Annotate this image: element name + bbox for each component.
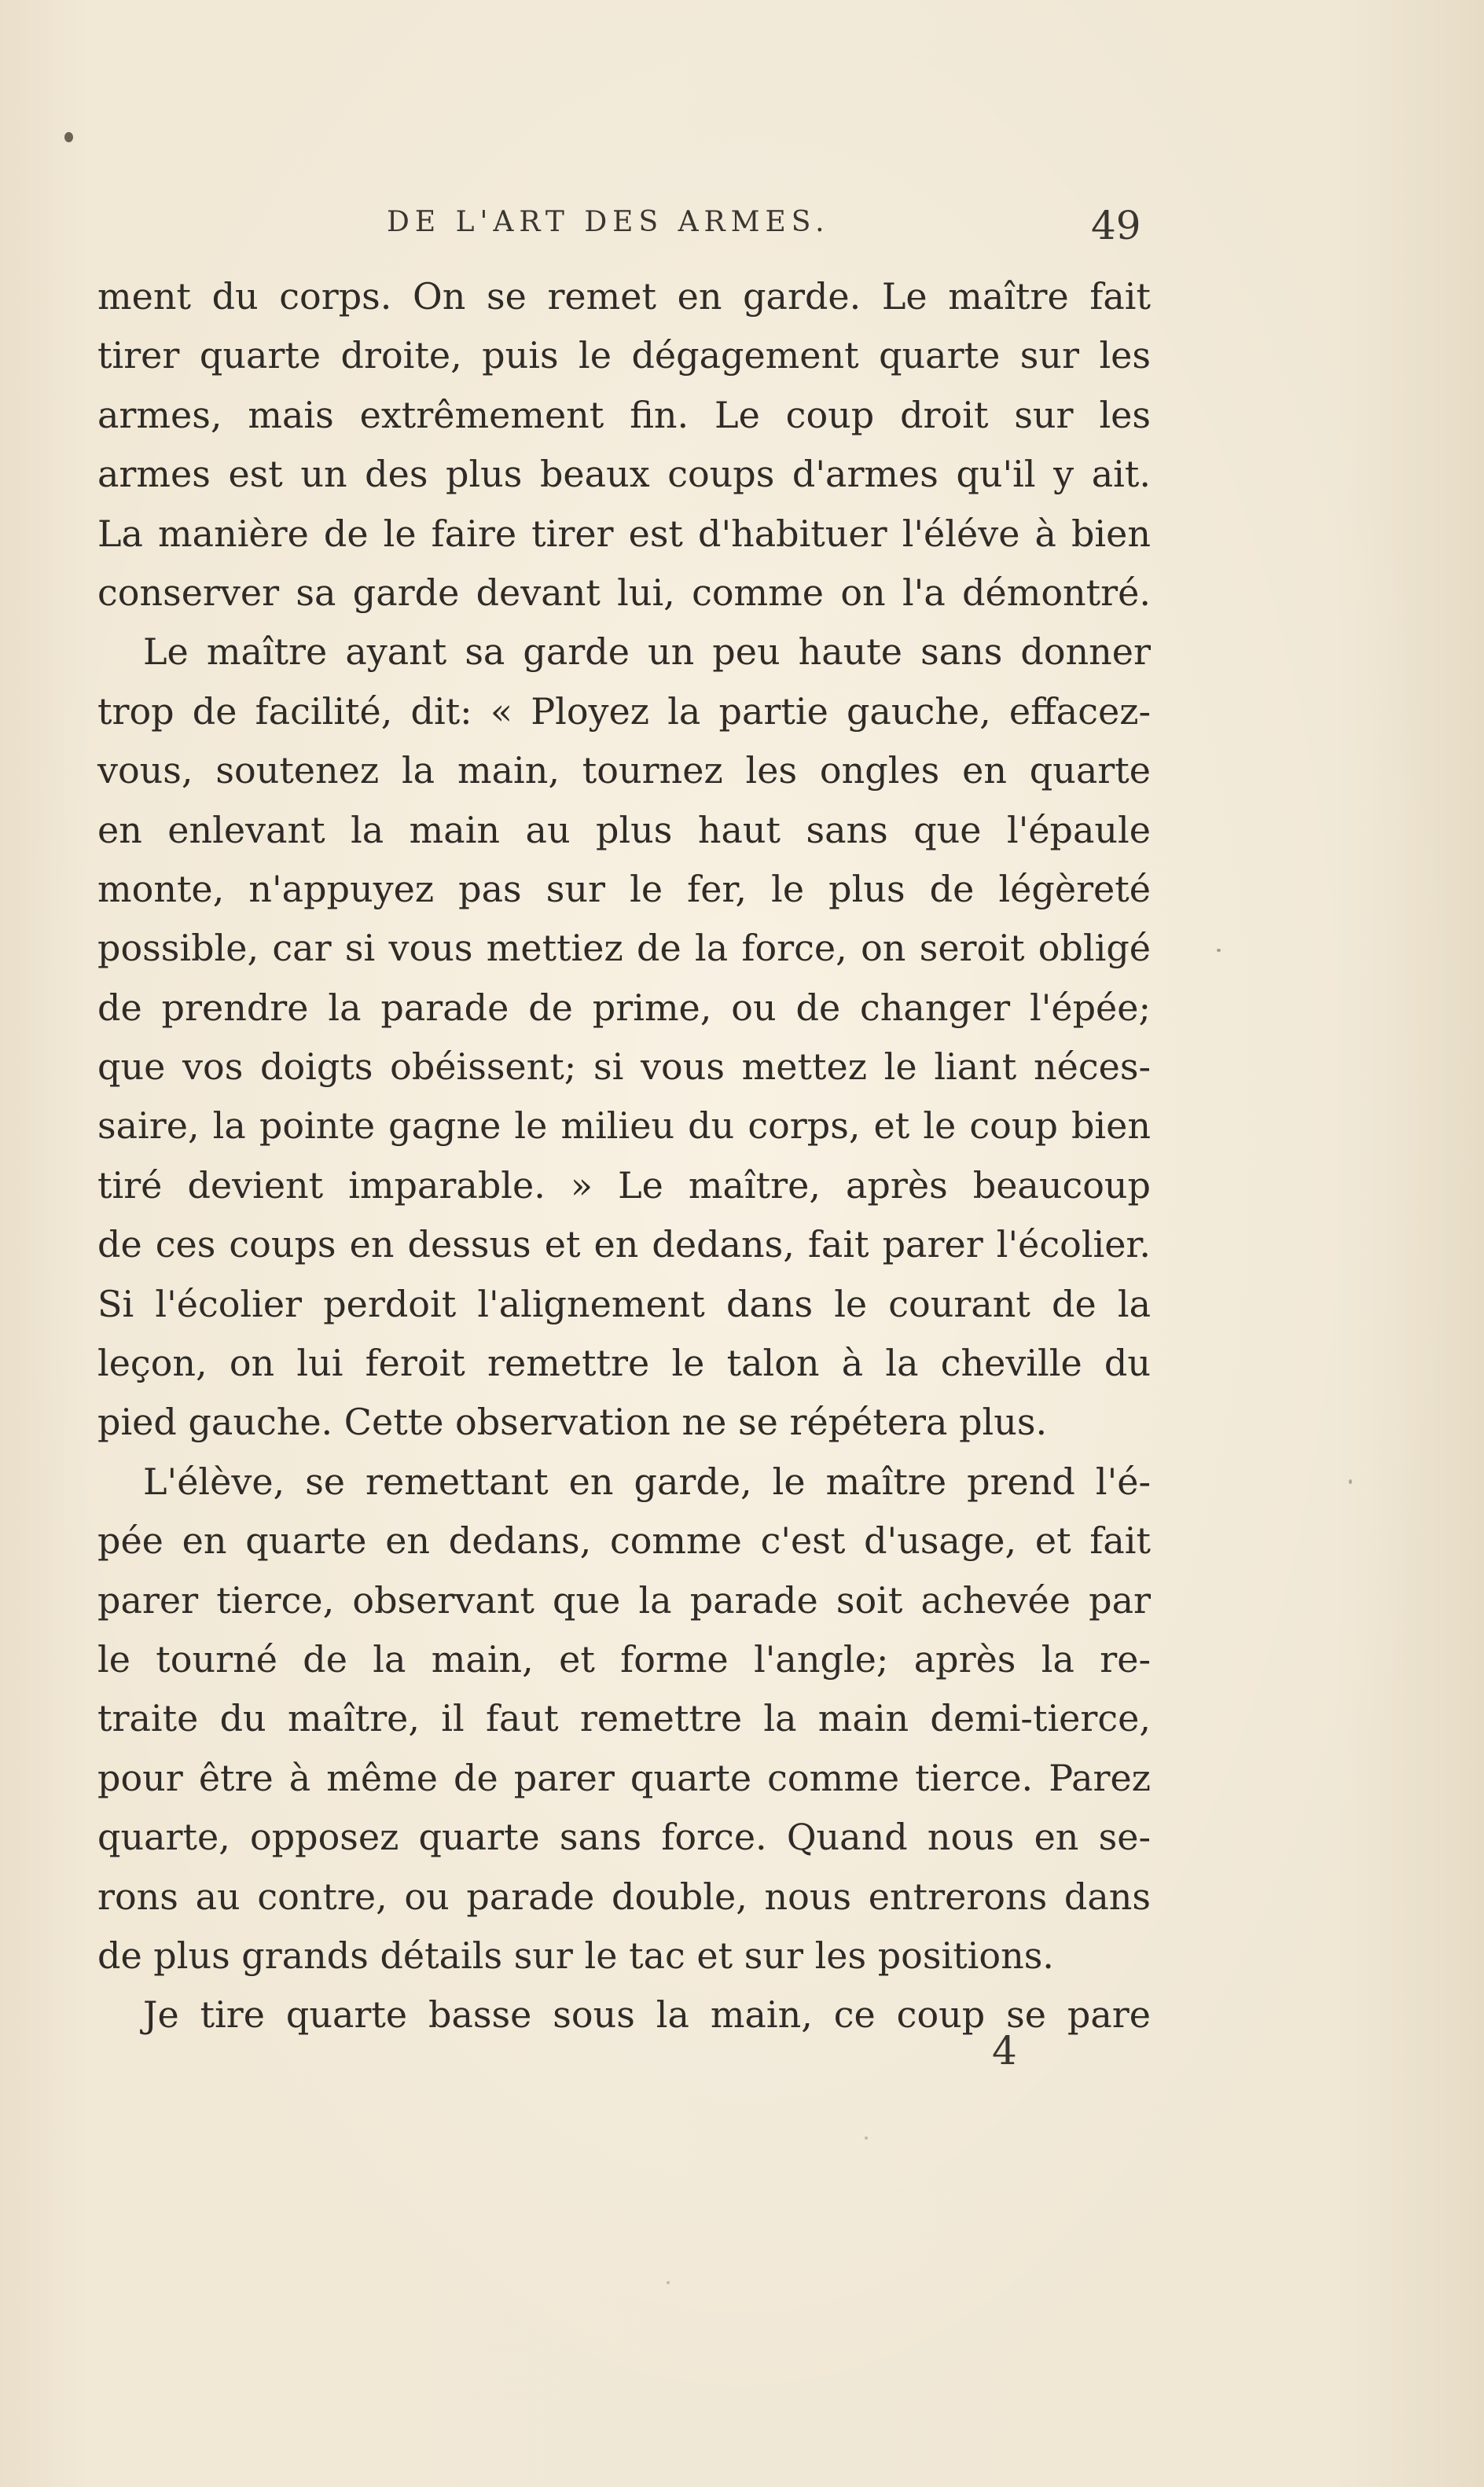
text-line: que vos doigts obéissent; si vous mettez le liant néces- bbox=[97, 1045, 1151, 1089]
text-line: conserver sa garde devant lui, comme on l'a démontré. bbox=[97, 571, 1151, 614]
text-line: parer tierce, observant que la parade soit achevée par bbox=[97, 1578, 1151, 1622]
text-line: armes est un des plus beaux coups d'armes qu'il y ait. bbox=[97, 453, 1151, 496]
paragraph-first-line: Je tire quarte basse sous la main, ce coup se pare bbox=[143, 1993, 1151, 2037]
ink-speck bbox=[64, 132, 73, 142]
text-line: ment du corps. On se remet en garde. Le maître fait bbox=[97, 275, 1151, 318]
ink-speck bbox=[865, 2136, 868, 2140]
signature-mark: 4 bbox=[992, 2028, 1017, 2074]
text-line: vous, soutenez la main, tournez les ongles en quarte bbox=[97, 749, 1151, 792]
running-head: DE L'ART DES ARMES. bbox=[387, 206, 830, 238]
paragraph-first-line: Le maître ayant sa garde un peu haute sans donner bbox=[143, 630, 1151, 674]
ink-speck bbox=[1349, 1479, 1352, 1484]
text-line: La manière de le faire tirer est d'habituer l'éléve à bien bbox=[97, 512, 1151, 555]
body-text bbox=[97, 267, 1151, 2045]
text-line: pour être à même de parer quarte comme tierce. Parez bbox=[97, 1756, 1151, 1799]
text-line: possible, car si vous mettiez de la force, on seroit obligé bbox=[97, 927, 1151, 970]
text-line: pied gauche. Cette observation ne se répétera plus. bbox=[97, 1401, 1048, 1444]
text-line: saire, la pointe gagne le milieu du corps, et le coup bien bbox=[97, 1104, 1151, 1148]
text-line: armes, mais extrêmement fin. Le coup droit sur les bbox=[97, 393, 1151, 436]
text-line: tiré devient imparable. » Le maître, après beaucoup bbox=[97, 1163, 1151, 1207]
text-line: tirer quarte droite, puis le dégagement quarte sur les bbox=[97, 334, 1151, 377]
text-line: rons au contre, ou parade double, nous entrerons dans bbox=[97, 1875, 1151, 1918]
text-line: de ces coups en dessus et en dedans, fait parer l'écolier. bbox=[97, 1223, 1151, 1266]
page-number: 49 bbox=[1091, 203, 1141, 248]
text-line: le tourné de la main, et forme l'angle; après la re- bbox=[97, 1637, 1151, 1681]
text-line: pée en quarte en dedans, comme c'est d'usage, et fait bbox=[97, 1519, 1151, 1563]
text-line: de prendre la parade de prime, ou de changer l'épée; bbox=[97, 986, 1151, 1029]
text-line: trop de facilité, dit: « Ployez la partie gauche, effacez- bbox=[97, 689, 1151, 733]
text-line: leçon, on lui feroit remettre le talon à la cheville du bbox=[97, 1342, 1151, 1385]
paragraph-first-line: L'élève, se remettant en garde, le maître prend l'é- bbox=[143, 1460, 1151, 1503]
ink-speck bbox=[667, 2281, 670, 2284]
text-line: quarte, opposez quarte sans force. Quand nous en se- bbox=[97, 1816, 1151, 1859]
text-line: Si l'écolier perdoit l'alignement dans le courant de la bbox=[97, 1282, 1151, 1325]
text-line: en enlevant la main au plus haut sans que l'épaule bbox=[97, 808, 1151, 851]
text-line: traite du maître, il faut remettre la main demi-tierce, bbox=[97, 1697, 1151, 1740]
ink-speck bbox=[1217, 949, 1221, 952]
text-line: monte, n'appuyez pas sur le fer, le plus de légèreté bbox=[97, 867, 1151, 910]
text-line: de plus grands détails sur le tac et sur les positions. bbox=[97, 1934, 1054, 1977]
